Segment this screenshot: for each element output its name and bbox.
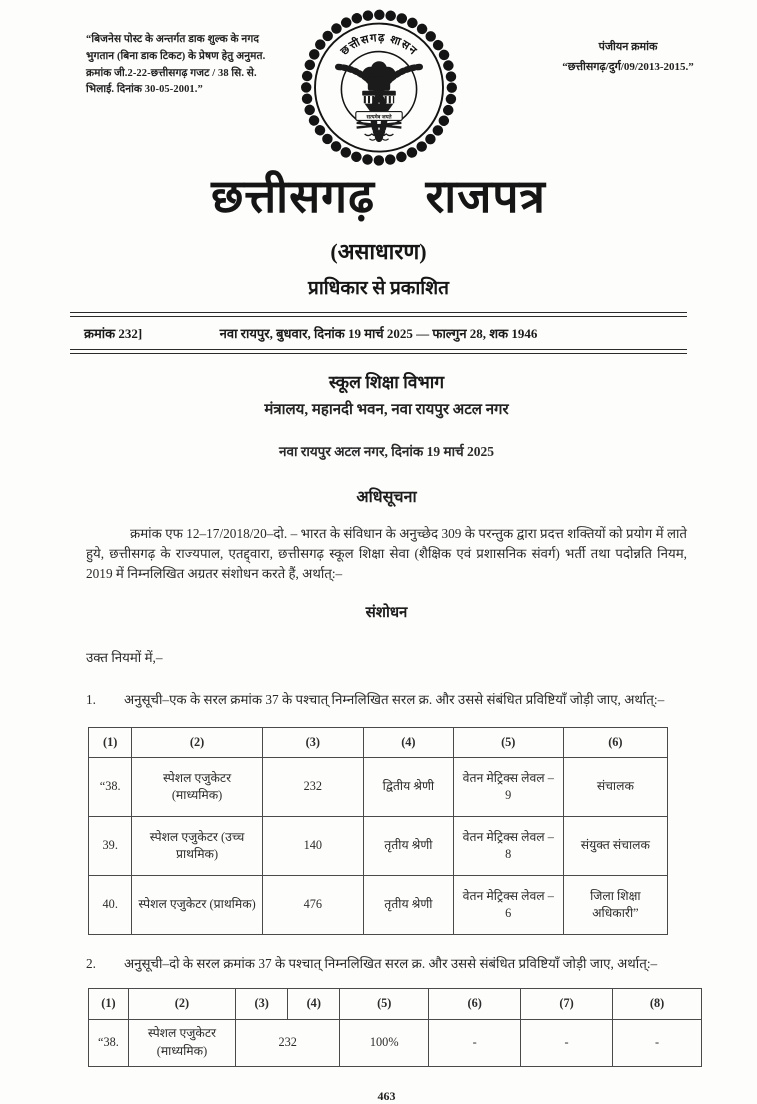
table-row: [89, 1020, 702, 1067]
table-cell: तृतीय श्रेणी: [364, 817, 454, 876]
department-name: स्कूल शिक्षा विभाग: [328, 372, 445, 392]
column-header: (7): [521, 989, 613, 1020]
table-cell: 476: [262, 876, 363, 935]
bottom-double-rule: [70, 349, 687, 354]
table-cell: संचालक: [563, 758, 667, 817]
registration-label: पंजीयन क्रमांक: [598, 41, 658, 53]
column-header: (1): [89, 727, 132, 758]
chhattisgarh-seal-icon: [299, 6, 459, 170]
emblem-arc-text: छत्तीसगढ़ शासन: [338, 32, 419, 58]
clause-1: [86, 690, 687, 710]
issue-number: क्रमांक 232]: [84, 326, 143, 341]
table-cell: -: [429, 1020, 521, 1067]
table-row: [89, 876, 668, 935]
column-header: (5): [453, 727, 563, 758]
table-cell: 140: [262, 817, 363, 876]
table-cell: वेतन मेट्रिक्स लेवल – 9: [453, 758, 563, 817]
state-emblem: [299, 6, 459, 175]
ashoka-lion-capital-icon: [362, 61, 396, 111]
issue-band: [70, 312, 687, 354]
table-cell: “38.: [89, 758, 132, 817]
table-cell: “38.: [89, 1020, 129, 1067]
document-body: [86, 370, 687, 1104]
table-header-row: [89, 727, 668, 758]
table-cell: वेतन मेट्रिक्स लेवल – 8: [453, 817, 563, 876]
table-cell: 100%: [340, 1020, 429, 1067]
clause-1-text: अनुसूची–एक के सरल क्रमांक 37 के पश्चात् निम्नलिखित सरल क्र. और उससे संबंधित प्रविष्टियाँ जोड़ी जाए, अर्थात्:–: [124, 691, 665, 707]
column-header: (1): [89, 989, 129, 1020]
masthead: [0, 0, 757, 172]
emblem-motto-text: सत्यमेव जयते: [365, 114, 392, 121]
table-cell: स्पेशल एजुकेटर (माध्यमिक): [132, 758, 262, 817]
rules-intro: उक्त नियमों में,–: [86, 649, 163, 665]
column-header: (2): [128, 989, 235, 1020]
table-row: [89, 758, 668, 817]
registration-number: “छत्तीसगढ़/दुर्ग/09/2013-2015.”: [562, 60, 694, 73]
issue-date-line: नवा रायपुर, बुधवार, दिनांक 19 मार्च 2025 — फाल्गुन 28, शक 1946: [219, 326, 538, 341]
table-cell: -: [613, 1020, 702, 1067]
authority-line: प्राधिकार से प्रकाशित: [308, 278, 449, 299]
table-cell: 39.: [89, 817, 132, 876]
notification-body: क्रमांक एफ 12–17/2018/20–दो. – भारत के संविधान के अनुच्छेद 309 के परन्तुक द्वारा प्रदत्त शक्तियों को प्रयोग में लाते हुये, छत्तीसगढ़ के राज्यपाल, एतद्द्वारा, छत्तीसगढ़ स्कूल शिक्षा सेवा (शैक्षिक एवं प्रशासनिक संवर्ग) भर्ती तथा पदोन्नति नियम, 2019 में निम्नलिखित अग्रतर संशोधन करते हैं, अर्थात्:–: [86, 526, 687, 582]
column-header: (3): [236, 989, 288, 1020]
table-cell: 232: [262, 758, 363, 817]
table-cell: संयुक्त संचालक: [563, 817, 667, 876]
clause-2-text: अनुसूची–दो के सरल क्रमांक 37 के पश्चात् निम्नलिखित सरल क्र. और उससे संबंधित प्रविष्टियाँ जोड़ी जाए, अर्थात्:–: [124, 956, 658, 972]
table-cell: स्पेशल एजुकेटर (प्राथमिक): [132, 876, 262, 935]
issue-row: [70, 317, 687, 349]
registration-block: [509, 38, 747, 78]
table-cell: -: [521, 1020, 613, 1067]
column-header: (6): [563, 727, 667, 758]
column-header: (2): [132, 727, 262, 758]
table-cell: जिला शिक्षा अधिकारी”: [563, 876, 667, 935]
amendment-heading: संशोधन: [365, 604, 408, 621]
notification-heading: अधिसूचना: [356, 489, 417, 506]
table-cell: 232: [236, 1020, 340, 1067]
table-row: [89, 817, 668, 876]
column-header: (4): [288, 989, 340, 1020]
place-date-line: नवा रायपुर अटल नगर, दिनांक 19 मार्च 2025: [278, 444, 495, 459]
clause-1-number: 1.: [86, 691, 96, 707]
svg-text:छत्तीसगढ़ शासन: [337, 32, 419, 58]
column-header: (5): [340, 989, 429, 1020]
gazette-title: छत्तीसगढ़ राजपत्र: [211, 171, 546, 222]
table-cell: स्पेशल एजुकेटर (माध्यमिक): [128, 1020, 235, 1067]
table-cell: वेतन मेट्रिक्स लेवल – 6: [453, 876, 563, 935]
schedule-two-table: [88, 988, 702, 1067]
column-header: (4): [364, 727, 454, 758]
table-header-row: [89, 989, 702, 1020]
table-cell: द्वितीय श्रेणी: [364, 758, 454, 817]
page-number: 463: [377, 1089, 396, 1104]
column-header: (6): [429, 989, 521, 1020]
column-header: (3): [262, 727, 363, 758]
table-cell: स्पेशल एजुकेटर (उच्च प्राथमिक): [132, 817, 262, 876]
gazette-subtitle: (असाधारण): [330, 239, 427, 264]
clause-2-number: 2.: [86, 956, 96, 972]
clause-2: [86, 954, 687, 974]
table-cell: तृतीय श्रेणी: [364, 876, 454, 935]
table-cell: 40.: [89, 876, 132, 935]
department-address: मंत्रालय, महानदी भवन, नवा रायपुर अटल नगर: [264, 402, 509, 418]
schedule-one-table: [88, 727, 668, 936]
postal-permission-note: “बिजनेस पोस्ट के अन्तर्गत डाक शुल्क के नगद भुगतान (बिना डाक टिकट) के प्रेषण हेतु अनुमत. क्रमांक जी.2-22-छत्तीसगढ़ गजट / 38 सि. से. भिलाई. दिनांक 30-05-2001.”: [86, 34, 266, 96]
column-header: (8): [613, 989, 702, 1020]
